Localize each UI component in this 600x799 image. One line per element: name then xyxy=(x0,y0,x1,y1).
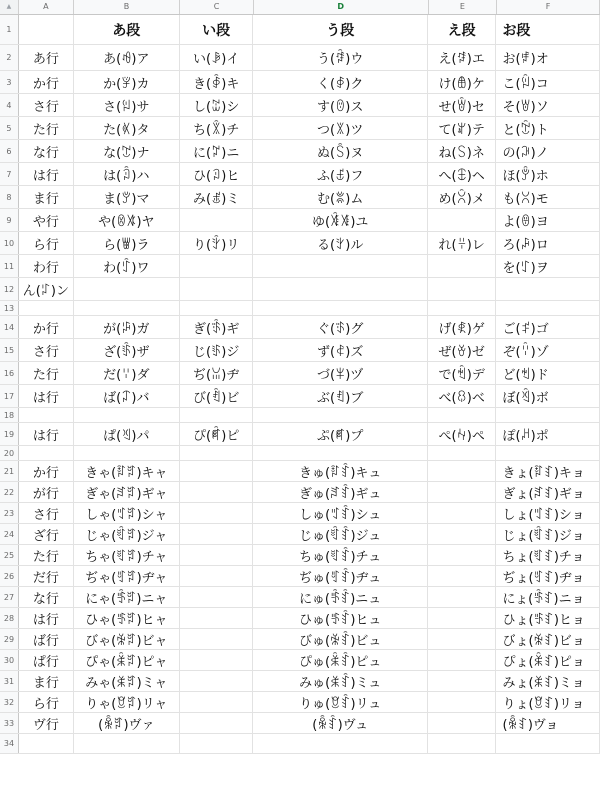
cell-f[interactable]: ぴょ(ꆘꆏ)ピョ xyxy=(496,650,600,670)
sheet-row xyxy=(0,545,600,566)
cell-e[interactable] xyxy=(428,545,497,565)
select-all-corner[interactable]: ▲ xyxy=(0,0,19,14)
cell-d[interactable]: ぢゅ(ꆔꆎ)ヂュ xyxy=(253,566,427,586)
cell-f[interactable]: も(ꇤ)モ xyxy=(496,186,600,208)
cell-a[interactable]: さ行 xyxy=(19,94,74,116)
cell-d[interactable]: ぬ(ꇘ)ヌ xyxy=(253,140,427,162)
cell-d[interactable]: う(ꆄ)ウ xyxy=(253,45,427,70)
cell-e[interactable] xyxy=(428,503,497,523)
cell-b[interactable]: ま(ꇠ)マ xyxy=(74,186,180,208)
cell-f[interactable] xyxy=(496,734,600,753)
sheet-row xyxy=(0,339,600,362)
cell-c[interactable]: び(ꈒ)ビ xyxy=(180,385,254,407)
cell-c[interactable]: ぴ(ꈗ)ピ xyxy=(180,423,254,445)
sheet-row xyxy=(0,163,600,186)
cell-a[interactable]: は行 xyxy=(19,608,74,628)
cell-c[interactable] xyxy=(180,629,254,649)
cell-d[interactable]: じゅ(ꆒꆎ)ジュ xyxy=(253,524,427,544)
row-number[interactable]: 6 xyxy=(0,140,19,162)
sheet-rows xyxy=(0,15,600,754)
sheet-row xyxy=(0,587,600,608)
cell-b[interactable]: わ(ꇯ)ワ xyxy=(74,255,180,277)
cell-c[interactable] xyxy=(180,446,254,460)
row-number[interactable]: 30 xyxy=(0,650,19,670)
column-header-a[interactable]: A xyxy=(19,0,74,14)
cell-c[interactable]: い段 xyxy=(180,15,254,44)
cell-b[interactable] xyxy=(74,446,180,460)
cell-f[interactable]: ど(ꈐ)ド xyxy=(496,362,600,384)
cell-a[interactable]: か行 xyxy=(19,71,74,93)
cell-c[interactable] xyxy=(180,587,254,607)
cell-d[interactable]: ぴゅ(ꆘꆎ)ピュ xyxy=(253,650,427,670)
cell-e[interactable]: で(ꈏ)デ xyxy=(428,362,497,384)
cell-f[interactable]: の(ꇚ)ノ xyxy=(496,140,600,162)
cell-a[interactable] xyxy=(19,408,74,422)
cell-c[interactable] xyxy=(180,650,254,670)
cell-a[interactable]: た行 xyxy=(19,362,74,384)
cell-e[interactable]: え(ꆅ)エ xyxy=(428,45,497,70)
cell-e[interactable] xyxy=(428,692,497,712)
row-number[interactable]: 4 xyxy=(0,94,19,116)
cell-a[interactable]: た行 xyxy=(19,117,74,139)
cell-f[interactable]: ぞ(ꈋ)ゾ xyxy=(496,339,600,361)
cell-f[interactable]: ひょ(ꆖꆏ)ヒョ xyxy=(496,608,600,628)
cell-a[interactable]: ば行 xyxy=(19,629,74,649)
cell-a[interactable]: ざ行 xyxy=(19,524,74,544)
cell-e[interactable]: ね(ꇙ)ネ xyxy=(428,140,497,162)
row-number[interactable]: 9 xyxy=(0,209,19,231)
row-number[interactable]: 8 xyxy=(0,186,19,208)
cell-d[interactable]: しゅ(ꆑꆎ)シュ xyxy=(253,503,427,523)
row-number[interactable]: 21 xyxy=(0,461,19,481)
cell-a[interactable]: な行 xyxy=(19,140,74,162)
cell-b[interactable] xyxy=(74,278,180,300)
cell-d[interactable]: きゅ(ꆌꆎ)キュ xyxy=(253,461,427,481)
sheet-row xyxy=(0,629,600,650)
cell-b[interactable] xyxy=(74,408,180,422)
cell-b[interactable]: ざ(ꈇ)ザ xyxy=(74,339,180,361)
cell-c[interactable] xyxy=(180,255,254,277)
cell-a[interactable]: な行 xyxy=(19,587,74,607)
cell-e[interactable] xyxy=(428,524,497,544)
cell-f[interactable]: お(ꆆ)オ xyxy=(496,45,600,70)
row-number[interactable]: 18 xyxy=(0,408,19,422)
sheet-row xyxy=(0,71,600,94)
cell-f[interactable]: りょ(ꆚꆏ)リョ xyxy=(496,692,600,712)
sheet-row xyxy=(0,503,600,524)
row-number[interactable]: 12 xyxy=(0,278,19,300)
cell-f[interactable]: お段 xyxy=(496,15,600,44)
cell-f[interactable]: びょ(ꆗꆏ)ビョ xyxy=(496,629,600,649)
cell-e[interactable] xyxy=(428,566,497,586)
cell-c[interactable] xyxy=(180,524,254,544)
cell-d[interactable]: りゅ(ꆚꆎ)リュ xyxy=(253,692,427,712)
cell-e[interactable]: ぜ(ꈊ)ゼ xyxy=(428,339,497,361)
column-header-c[interactable]: C xyxy=(180,0,254,14)
cell-b[interactable]: な(ꇖ)ナ xyxy=(74,140,180,162)
cell-f[interactable]: ぢょ(ꆔꆏ)ヂョ xyxy=(496,566,600,586)
cell-e[interactable] xyxy=(428,713,497,733)
row-number[interactable]: 17 xyxy=(0,385,19,407)
sheet-row xyxy=(0,482,600,503)
cell-e[interactable] xyxy=(428,629,497,649)
sheet-row xyxy=(0,316,600,339)
row-number[interactable]: 16 xyxy=(0,362,19,384)
cell-c[interactable] xyxy=(180,301,254,315)
cell-c[interactable] xyxy=(180,671,254,691)
cell-d[interactable]: う段 xyxy=(253,15,427,44)
cell-b[interactable]: あ(ꆂ)ア xyxy=(74,45,180,70)
cell-d[interactable]: る(ꇬ)ル xyxy=(253,232,427,254)
cell-c[interactable] xyxy=(180,566,254,586)
row-number[interactable]: 19 xyxy=(0,423,19,445)
sheet-row xyxy=(0,15,600,45)
cell-d[interactable]: ひゅ(ꆖꆎ)ヒュ xyxy=(253,608,427,628)
cell-d[interactable]: ぎゅ(ꆐꆎ)ギュ xyxy=(253,482,427,502)
cell-b[interactable]: か(ꇇ)カ xyxy=(74,71,180,93)
column-header-e[interactable]: E xyxy=(429,0,498,14)
cell-b[interactable]: みゃ(ꆙꆍ)ミャ xyxy=(74,671,180,691)
cell-e[interactable]: て(ꇔ)テ xyxy=(428,117,497,139)
sheet-row xyxy=(0,734,600,754)
cell-e[interactable] xyxy=(428,608,497,628)
sheet-row xyxy=(0,385,600,408)
cell-a[interactable]: ヴ行 xyxy=(19,713,74,733)
sheet-row xyxy=(0,362,600,385)
cell-b[interactable]: だ(ꈌ)ダ xyxy=(74,362,180,384)
cell-c[interactable]: り(ꇫ)リ xyxy=(180,232,254,254)
row-number[interactable]: 2 xyxy=(0,45,19,70)
row-number[interactable]: 7 xyxy=(0,163,19,185)
cell-c[interactable]: い(ꆃ)イ xyxy=(180,45,254,70)
cell-a[interactable]: た行 xyxy=(19,545,74,565)
cell-c[interactable] xyxy=(180,692,254,712)
cell-f[interactable]: にょ(ꆕꆏ)ニョ xyxy=(496,587,600,607)
cell-d[interactable]: づ(ꈎ)ヅ xyxy=(253,362,427,384)
cell-d[interactable] xyxy=(253,278,427,300)
cell-a[interactable]: ぱ行 xyxy=(19,650,74,670)
cell-d[interactable]: にゅ(ꆕꆎ)ニュ xyxy=(253,587,427,607)
cell-a[interactable]: は行 xyxy=(19,163,74,185)
cell-b[interactable]: きゃ(ꆌꆍ)キャ xyxy=(74,461,180,481)
cell-c[interactable] xyxy=(180,503,254,523)
cell-f[interactable]: ぎょ(ꆐꆏ)ギョ xyxy=(496,482,600,502)
row-number[interactable]: 23 xyxy=(0,503,19,523)
row-number[interactable]: 29 xyxy=(0,629,19,649)
cell-c[interactable]: に(ꇗ)ニ xyxy=(180,140,254,162)
row-number[interactable]: 3 xyxy=(0,71,19,93)
cell-a[interactable] xyxy=(19,301,74,315)
cell-b[interactable]: ひゃ(ꆖꆍ)ヒャ xyxy=(74,608,180,628)
cell-e[interactable] xyxy=(428,446,497,460)
cell-e[interactable] xyxy=(428,587,497,607)
sheet-row xyxy=(0,117,600,140)
row-number[interactable]: 1 xyxy=(0,15,19,44)
cell-e[interactable]: べ(ꈔ)ベ xyxy=(428,385,497,407)
sheet-row xyxy=(0,255,600,278)
sheet-row xyxy=(0,461,600,482)
cell-c[interactable]: ち(ꇒ)チ xyxy=(180,117,254,139)
cell-f[interactable] xyxy=(496,278,600,300)
sheet-row xyxy=(0,608,600,629)
cell-f[interactable]: (ꆛꆏ)ヴョ xyxy=(496,713,600,733)
cell-d[interactable]: む(ꇢ)ム xyxy=(253,186,427,208)
cell-a[interactable]: ま行 xyxy=(19,186,74,208)
cell-b[interactable]: ちゃ(ꆓꆍ)チャ xyxy=(74,545,180,565)
cell-f[interactable]: こ(ꇋ)コ xyxy=(496,71,600,93)
sheet-row xyxy=(0,524,600,545)
cell-b[interactable]: ぎゃ(ꆐꆍ)ギャ xyxy=(74,482,180,502)
cell-f[interactable]: みょ(ꆙꆏ)ミョ xyxy=(496,671,600,691)
sheet-row xyxy=(0,566,600,587)
cell-e[interactable] xyxy=(428,255,497,277)
cell-e[interactable]: げ(ꈅ)ゲ xyxy=(428,316,497,338)
sheet-row xyxy=(0,446,600,461)
cell-c[interactable] xyxy=(180,608,254,628)
sheet-row xyxy=(0,713,600,734)
cell-c[interactable]: じ(ꈈ)ジ xyxy=(180,339,254,361)
cell-a[interactable]: わ行 xyxy=(19,255,74,277)
cell-c[interactable] xyxy=(180,734,254,753)
row-number[interactable]: 22 xyxy=(0,482,19,502)
cell-d[interactable]: みゅ(ꆙꆎ)ミュ xyxy=(253,671,427,691)
cell-e[interactable] xyxy=(428,301,497,315)
cell-f[interactable]: ご(ꈆ)ゴ xyxy=(496,316,600,338)
cell-e[interactable]: れ(ꇭ)レ xyxy=(428,232,497,254)
cell-f[interactable]: きょ(ꆌꆏ)キョ xyxy=(496,461,600,481)
row-number[interactable]: 26 xyxy=(0,566,19,586)
cell-b[interactable]: しゃ(ꆑꆍ)シャ xyxy=(74,503,180,523)
cell-e[interactable] xyxy=(428,209,497,231)
column-header-bar xyxy=(0,0,600,15)
cell-b[interactable]: ぴゃ(ꆘꆍ)ピャ xyxy=(74,650,180,670)
row-number[interactable]: 5 xyxy=(0,117,19,139)
cell-e[interactable]: け(ꇊ)ケ xyxy=(428,71,497,93)
cell-e[interactable] xyxy=(428,408,497,422)
cell-d[interactable]: (ꆛꆎ)ヴュ xyxy=(253,713,427,733)
column-header-b[interactable]: B xyxy=(74,0,180,14)
sheet-row xyxy=(0,45,600,71)
row-number[interactable]: 13 xyxy=(0,301,19,315)
cell-b[interactable]: が(ꈂ)ガ xyxy=(74,316,180,338)
cell-f[interactable]: しょ(ꆑꆏ)ショ xyxy=(496,503,600,523)
cell-d[interactable]: ふ(ꇝ)フ xyxy=(253,163,427,185)
cell-a[interactable] xyxy=(19,15,74,44)
cell-d[interactable]: ゆ(ꇧꇨ)ユ xyxy=(253,209,427,231)
sheet-row xyxy=(0,671,600,692)
cell-a[interactable]: か行 xyxy=(19,461,74,481)
cell-c[interactable]: し(ꇍ)シ xyxy=(180,94,254,116)
cell-a[interactable]: は行 xyxy=(19,423,74,445)
cell-f[interactable]: ちょ(ꆓꆏ)チョ xyxy=(496,545,600,565)
cell-f[interactable]: よ(ꇩ)ヨ xyxy=(496,209,600,231)
cell-e[interactable] xyxy=(428,482,497,502)
sheet-row xyxy=(0,140,600,163)
cell-b[interactable]: ば(ꈑ)バ xyxy=(74,385,180,407)
row-number[interactable]: 28 xyxy=(0,608,19,628)
sheet-row xyxy=(0,278,600,301)
cell-f[interactable]: ぼ(ꈕ)ボ xyxy=(496,385,600,407)
cell-c[interactable]: ひ(ꇜ)ヒ xyxy=(180,163,254,185)
sheet-row xyxy=(0,423,600,446)
row-number[interactable]: 32 xyxy=(0,692,19,712)
cell-c[interactable] xyxy=(180,545,254,565)
cell-e[interactable] xyxy=(428,461,497,481)
cell-c[interactable]: ぎ(ꈃ)ギ xyxy=(180,316,254,338)
cell-b[interactable]: は(ꇛ)ハ xyxy=(74,163,180,185)
cell-e[interactable]: め(ꇣ)メ xyxy=(428,186,497,208)
cell-c[interactable] xyxy=(180,408,254,422)
cell-a[interactable]: だ行 xyxy=(19,566,74,586)
sheet-row xyxy=(0,692,600,713)
cell-d[interactable] xyxy=(253,408,427,422)
cell-f[interactable]: そ(ꇐ)ソ xyxy=(496,94,600,116)
cell-a[interactable]: ら行 xyxy=(19,232,74,254)
sheet-row xyxy=(0,186,600,209)
row-number[interactable]: 31 xyxy=(0,671,19,691)
cell-f[interactable]: ぽ(ꈚ)ポ xyxy=(496,423,600,445)
cell-d[interactable]: びゅ(ꆗꆎ)ビュ xyxy=(253,629,427,649)
cell-f[interactable] xyxy=(496,446,600,460)
cell-c[interactable] xyxy=(180,278,254,300)
cell-c[interactable] xyxy=(180,713,254,733)
cell-a[interactable]: さ行 xyxy=(19,503,74,523)
row-number[interactable]: 24 xyxy=(0,524,19,544)
cell-f[interactable]: じょ(ꆒꆏ)ジョ xyxy=(496,524,600,544)
cell-e[interactable] xyxy=(428,734,497,753)
cell-c[interactable] xyxy=(180,461,254,481)
cell-c[interactable]: み(ꇡ)ミ xyxy=(180,186,254,208)
row-number[interactable]: 10 xyxy=(0,232,19,254)
cell-d[interactable] xyxy=(253,301,427,315)
cell-e[interactable]: え段 xyxy=(428,15,497,44)
cell-b[interactable]: ら(ꇪ)ラ xyxy=(74,232,180,254)
sheet-row xyxy=(0,209,600,232)
row-number[interactable]: 11 xyxy=(0,255,19,277)
cell-d[interactable]: す(ꇎ)ス xyxy=(253,94,427,116)
row-number[interactable]: 34 xyxy=(0,734,19,753)
cell-d[interactable]: く(ꇉ)ク xyxy=(253,71,427,93)
column-header-f[interactable]: F xyxy=(497,0,600,14)
cell-d[interactable]: ちゅ(ꆓꆎ)チュ xyxy=(253,545,427,565)
sheet-row xyxy=(0,94,600,117)
cell-b[interactable]: びゃ(ꆗꆍ)ビャ xyxy=(74,629,180,649)
cell-d[interactable] xyxy=(253,255,427,277)
cell-b[interactable]: りゃ(ꆚꆍ)リャ xyxy=(74,692,180,712)
cell-a[interactable]: や行 xyxy=(19,209,74,231)
cell-b[interactable]: ぱ(ꈖ)パ xyxy=(74,423,180,445)
cell-c[interactable] xyxy=(180,482,254,502)
cell-a[interactable]: か行 xyxy=(19,316,74,338)
cell-d[interactable] xyxy=(253,734,427,753)
cell-f[interactable] xyxy=(496,408,600,422)
cell-e[interactable]: ぺ(ꈙ)ペ xyxy=(428,423,497,445)
cell-b[interactable]: あ段 xyxy=(74,15,180,44)
cell-f[interactable]: と(ꇕ)ト xyxy=(496,117,600,139)
column-header-d[interactable]: D xyxy=(254,0,429,14)
cell-a[interactable]: ん(ꇱ)ン xyxy=(19,278,74,300)
cell-b[interactable]: ぢゃ(ꆔꆍ)ヂャ xyxy=(74,566,180,586)
cell-c[interactable]: き(ꇈ)キ xyxy=(180,71,254,93)
cell-b[interactable]: (ꆛꆍ)ヴァ xyxy=(74,713,180,733)
cell-d[interactable] xyxy=(253,446,427,460)
cell-c[interactable] xyxy=(180,209,254,231)
row-number[interactable]: 14 xyxy=(0,316,19,338)
cell-f[interactable]: ほ(ꇟ)ホ xyxy=(496,163,600,185)
cell-a[interactable]: さ行 xyxy=(19,339,74,361)
sheet-row xyxy=(0,650,600,671)
sheet-row xyxy=(0,408,600,423)
cell-f[interactable] xyxy=(496,301,600,315)
cell-e[interactable]: へ(ꇞ)ヘ xyxy=(428,163,497,185)
row-number[interactable]: 33 xyxy=(0,713,19,733)
cell-b[interactable]: や(ꇥꇦ)ヤ xyxy=(74,209,180,231)
cell-e[interactable]: せ(ꇏ)セ xyxy=(428,94,497,116)
cell-c[interactable]: ぢ(ꈍ)ヂ xyxy=(180,362,254,384)
cell-a[interactable]: は行 xyxy=(19,385,74,407)
cell-e[interactable] xyxy=(428,671,497,691)
cell-d[interactable]: ぷ(ꈘ)プ xyxy=(253,423,427,445)
cell-b[interactable]: にゃ(ꆕꆍ)ニャ xyxy=(74,587,180,607)
cell-a[interactable] xyxy=(19,734,74,753)
row-number[interactable]: 27 xyxy=(0,587,19,607)
sheet-row xyxy=(0,232,600,255)
cell-a[interactable]: ま行 xyxy=(19,671,74,691)
cell-e[interactable] xyxy=(428,650,497,670)
cell-d[interactable]: ぐ(ꈄ)グ xyxy=(253,316,427,338)
cell-a[interactable]: あ行 xyxy=(19,45,74,70)
cell-a[interactable]: ら行 xyxy=(19,692,74,712)
cell-b[interactable] xyxy=(74,301,180,315)
cell-e[interactable] xyxy=(428,278,497,300)
cell-d[interactable]: ず(ꈉ)ズ xyxy=(253,339,427,361)
sheet-row xyxy=(0,301,600,316)
cell-a[interactable]: が行 xyxy=(19,482,74,502)
cell-b[interactable] xyxy=(74,734,180,753)
cell-b[interactable]: じゃ(ꆒꆍ)ジャ xyxy=(74,524,180,544)
cell-a[interactable] xyxy=(19,446,74,460)
row-number[interactable]: 15 xyxy=(0,339,19,361)
cell-d[interactable]: つ(ꇓ)ツ xyxy=(253,117,427,139)
row-number[interactable]: 20 xyxy=(0,446,19,460)
cell-b[interactable]: さ(ꇌ)サ xyxy=(74,94,180,116)
cell-d[interactable]: ぶ(ꈓ)ブ xyxy=(253,385,427,407)
cell-f[interactable]: ろ(ꇮ)ロ xyxy=(496,232,600,254)
cell-f[interactable]: を(ꇰ)ヲ xyxy=(496,255,600,277)
cell-b[interactable]: た(ꇑ)タ xyxy=(74,117,180,139)
row-number[interactable]: 25 xyxy=(0,545,19,565)
